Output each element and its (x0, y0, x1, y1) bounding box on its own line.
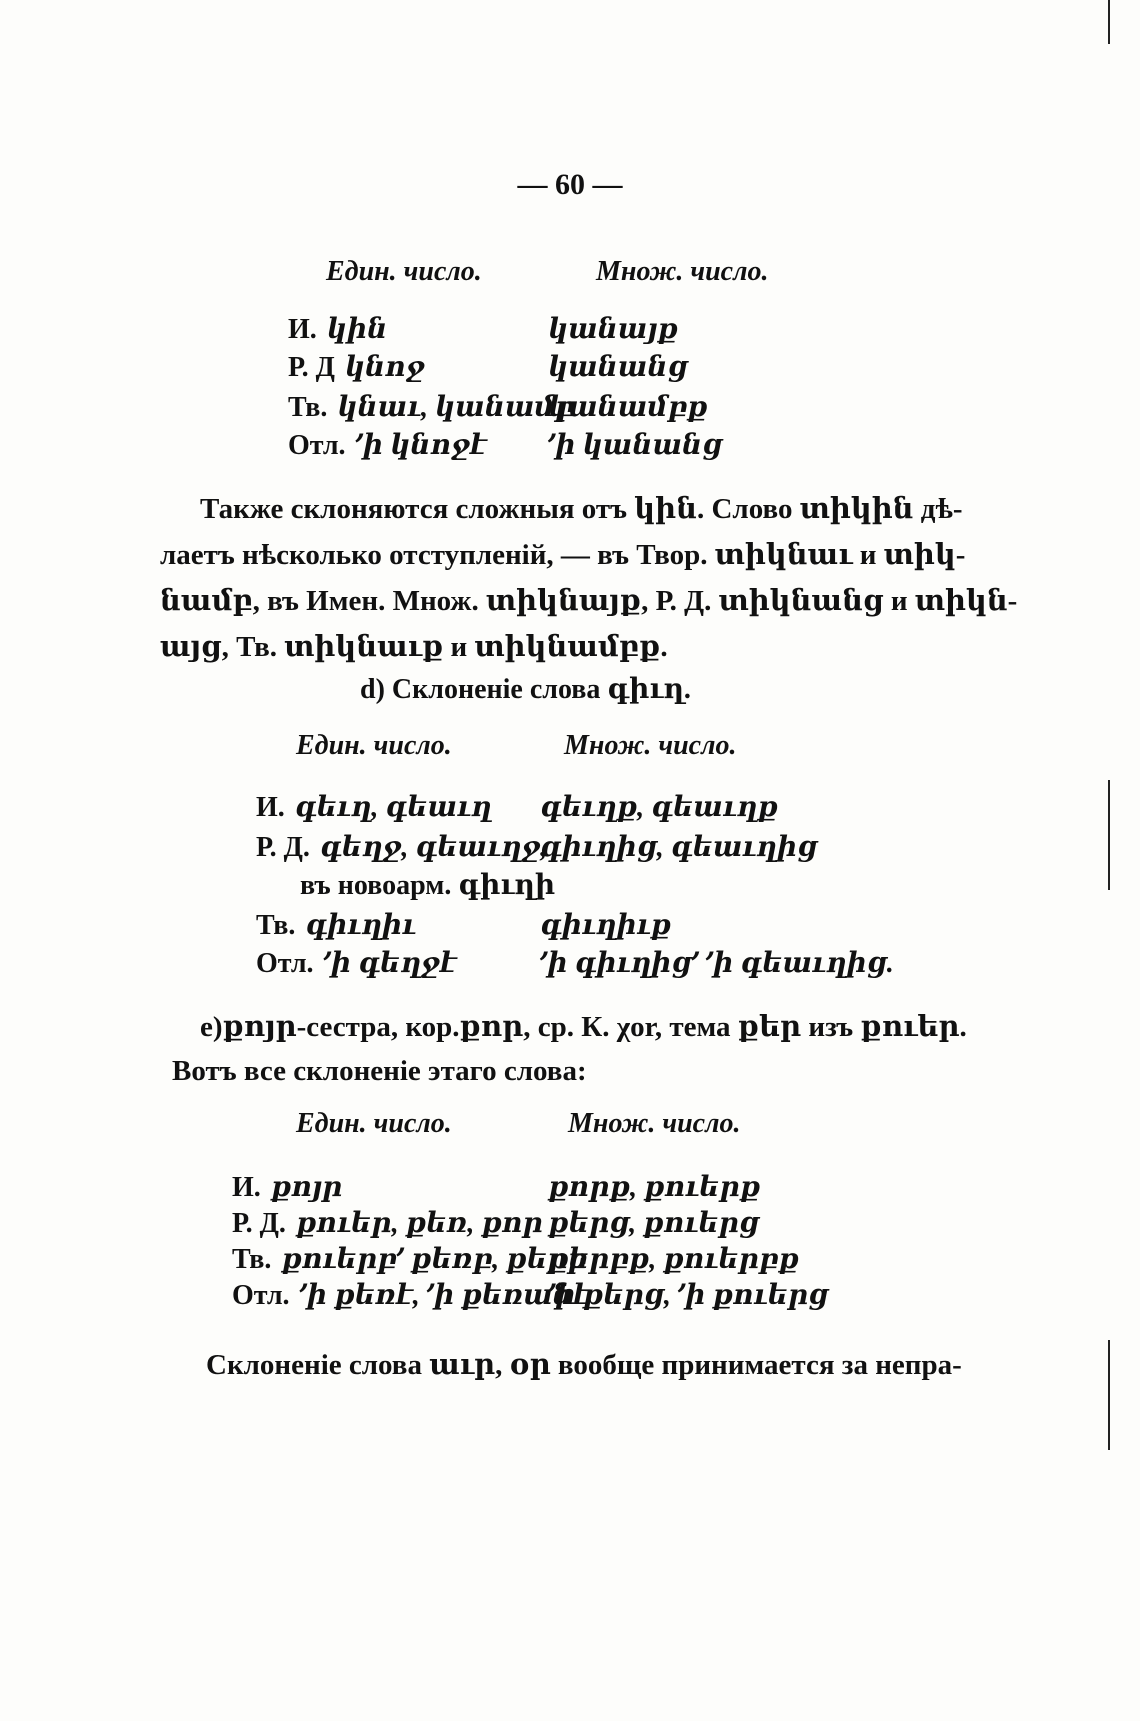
table2-header-singular: Един. число. (296, 730, 452, 761)
singular-form: ՚ի կնոջէ (355, 430, 487, 461)
paragraph-line: Также склоняются сложныя отъ կին. Слово տիկին дѣ- (200, 493, 963, 525)
singular-form: քուերբ՚ քեռբ, քերբ (281, 1244, 587, 1275)
case-label: Тв. (256, 910, 296, 941)
table2-row (256, 908, 416, 942)
table3-row (232, 1170, 342, 1204)
scan-edge-line (1108, 780, 1110, 890)
singular-form: քոյր (270, 1172, 343, 1203)
singular-form: կնաւ, կանամբ (337, 392, 575, 423)
page-number: — 60 — (517, 168, 623, 201)
case-label: И. (256, 792, 285, 823)
plural-form: քորք, քուերք (548, 1172, 761, 1203)
case-label: Р. Д (288, 352, 335, 383)
case-label: Тв. (232, 1244, 272, 1275)
singular-form: գիւղիւ (305, 910, 416, 941)
table1-row (288, 428, 487, 462)
paragraph-line: лаетъ нѣсколько отступленій, — въ Твор. տիկնաւ и տիկ- (160, 539, 966, 571)
scan-edge-line (1108, 1340, 1110, 1450)
scan-edge-line (1108, 0, 1110, 44)
paragraph-line: այց, Тв. տիկնաւք и տիկնամբք. (160, 631, 668, 663)
singular-form: կնոջ (344, 352, 425, 383)
singular-form: գեւղ, գեաւղ (294, 792, 492, 823)
paragraph-line: е)քոյր-сестра, кор.քոր, ср. К. χor, тема քեր изъ քուեր. (200, 1011, 967, 1043)
plural-form: կանայք (548, 314, 678, 345)
case-label: Р. Д. (232, 1208, 286, 1239)
table3-header-plural: Множ. число. (568, 1108, 741, 1139)
table2-row (256, 946, 456, 980)
table2-header-plural: Множ. число. (564, 730, 737, 761)
table1-row (288, 390, 574, 424)
table1-header-plural: Множ. число. (596, 256, 769, 287)
paragraph-line: նամբ, въ Имен. Множ. տիկնայք, Р. Д. տիկնանց и տիկն- (160, 585, 1018, 617)
singular-form: քուեր, քեռ, քոր (295, 1208, 543, 1239)
plural-form: ՚ի գիւղից՚ ՚ի գեաւղից. (540, 948, 894, 979)
plural-form: քերց, քուերց (548, 1208, 759, 1239)
plural-form: գիւղից, գեաւղից (540, 832, 818, 863)
section-d-heading: d) Склоненіе слова գիւղ. (360, 674, 691, 705)
table2-row (256, 790, 492, 824)
singular-form: ՚ի քեռէ, ՚ի քեռանէ (299, 1280, 590, 1311)
case-label: И. (232, 1172, 261, 1203)
table3-row (232, 1206, 543, 1240)
plural-form: գեւղք, գեաւղք (540, 792, 778, 823)
plural-form: ՚ի քերց, ՚ի քուերց (548, 1280, 829, 1311)
table2-row (256, 830, 547, 864)
plural-form: գիւղիւք (540, 910, 672, 941)
table1-row (288, 312, 387, 346)
plural-form: կանանց (548, 352, 688, 383)
table3-header-singular: Един. число. (296, 1108, 452, 1139)
case-label: Тв. (288, 392, 328, 423)
table3-row (232, 1242, 587, 1276)
plural-form: կանամբք (548, 392, 708, 423)
singular-form: գեղջ, գեաւղջ, (319, 832, 548, 863)
table2-note: въ новоарм. գիւղի (300, 870, 556, 901)
case-label: Отл. (288, 430, 346, 461)
plural-form: ՚ի կանանց (548, 430, 723, 461)
singular-form: ՚ի գեղջէ (323, 948, 457, 979)
paragraph-line: Вотъ все склоненіе этаго слова: (172, 1055, 587, 1087)
singular-form: կին (326, 314, 388, 345)
case-label: Отл. (256, 948, 314, 979)
table3-row (232, 1278, 590, 1312)
table1-header-singular: Един. число. (326, 256, 482, 287)
paragraph-line: Склоненіе слова աւր, օր вообще принимается за непра- (206, 1349, 962, 1381)
plural-form: քերբք, քուերբք (548, 1244, 799, 1275)
table1-row (288, 350, 425, 384)
case-label: Отл. (232, 1280, 290, 1311)
case-label: И. (288, 314, 317, 345)
case-label: Р. Д. (256, 832, 310, 863)
